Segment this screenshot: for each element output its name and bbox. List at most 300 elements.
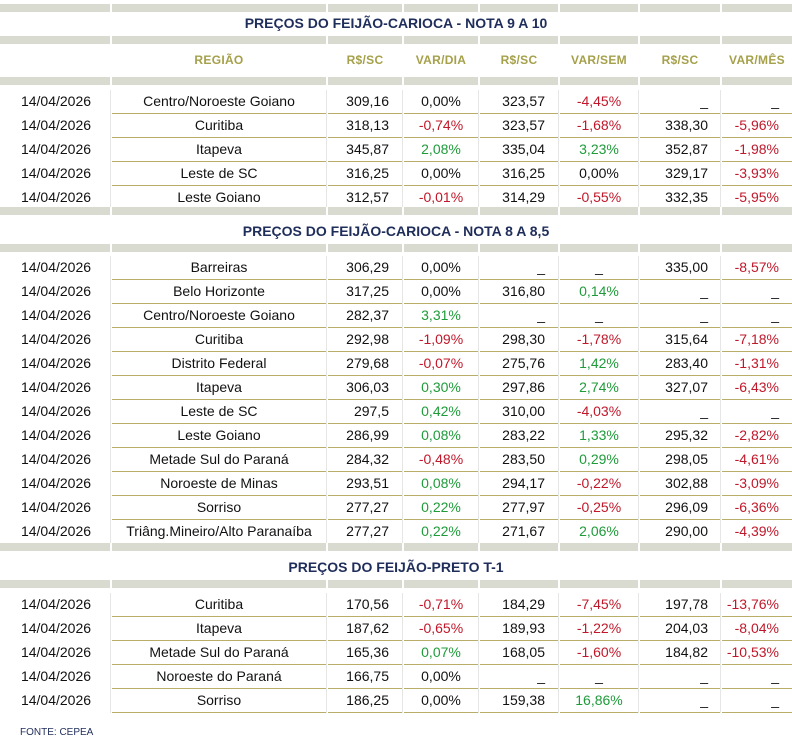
cell-value: _: [771, 283, 779, 299]
row-price-week: [480, 90, 558, 113]
row-price-week: [480, 424, 558, 447]
cell-underline: [722, 712, 792, 713]
row-var-month: [722, 162, 792, 185]
section-title: PREÇOS DO FEIJÃO-PRETO T-1: [288, 559, 504, 575]
cell-divider: [326, 376, 327, 400]
cell-divider: [638, 328, 639, 352]
cell-divider: [720, 617, 721, 641]
cell-divider: [638, 90, 639, 114]
cell-value: 271,67: [502, 523, 545, 539]
table-row: [0, 280, 792, 304]
cell-divider: [638, 617, 639, 641]
cell-divider: [402, 376, 403, 400]
table-row: [0, 352, 792, 376]
cell-value: -7,18%: [734, 331, 779, 347]
row-date: 14/04/2026: [20, 427, 92, 443]
cell-divider: [558, 114, 559, 138]
row-price-month: [640, 352, 720, 375]
cell-divider: [720, 256, 721, 280]
row-var-month: [722, 689, 792, 712]
cell-divider: [402, 617, 403, 641]
cell-value: 159,38: [502, 692, 545, 708]
cell-divider: [638, 114, 639, 138]
cell-underline: [480, 712, 558, 713]
cell-divider: [478, 472, 479, 496]
cell-value: 184,29: [502, 596, 545, 612]
cell-value: 306,29: [346, 259, 389, 275]
cell-divider: [478, 352, 479, 376]
cell-divider: [110, 472, 111, 496]
cell-value: 298,30: [502, 331, 545, 347]
row-region: Leste Goiano: [177, 427, 261, 443]
cell-divider: [110, 352, 111, 376]
row-var-month: [722, 256, 792, 279]
row-price-week: [480, 280, 558, 303]
row-region: Metade Sul do Paraná: [149, 451, 289, 467]
row-region: Belo Horizonte: [173, 283, 265, 299]
row-var-week: -4,45%: [576, 93, 622, 109]
cell-underline: [640, 712, 720, 713]
cell-value: 294,17: [502, 475, 545, 491]
row-date: 14/04/2026: [20, 355, 92, 371]
cell-value: 283,22: [502, 427, 545, 443]
cell-value: -6,36%: [734, 499, 779, 515]
section-title: PREÇOS DO FEIJÃO-CARIOCA - NOTA 8 A 8,5: [242, 223, 550, 239]
row-price-day: [328, 641, 402, 664]
table-row: [0, 520, 792, 544]
cell-value: -1,98%: [734, 141, 779, 157]
cell-value: 184,82: [665, 644, 708, 660]
cell-value: 165,36: [346, 644, 389, 660]
cell-divider: [720, 665, 721, 689]
row-price-month: [640, 328, 720, 351]
cell-divider: [110, 448, 111, 472]
row-price-day: [328, 376, 402, 399]
row-var-week: -1,60%: [576, 644, 622, 660]
cell-divider: [402, 280, 403, 304]
cell-divider: [478, 304, 479, 328]
row-price-day: [328, 496, 402, 519]
cell-divider: [110, 328, 111, 352]
cell-divider: [720, 90, 721, 114]
cell-underline: [404, 712, 478, 713]
cell-divider: [326, 352, 327, 376]
cell-value: 168,05: [502, 644, 545, 660]
row-var-day: 0,00%: [421, 93, 461, 109]
section-header-bar: [0, 77, 792, 85]
row-var-day: -0,01%: [418, 189, 464, 205]
row-var-day: 0,08%: [421, 475, 461, 491]
row-date: 14/04/2026: [20, 403, 92, 419]
cell-value: 189,93: [502, 620, 545, 636]
cell-divider: [402, 424, 403, 448]
cell-value: -3,09%: [734, 475, 779, 491]
cell-divider: [326, 138, 327, 162]
cell-divider: [402, 689, 403, 713]
cell-divider: [558, 138, 559, 162]
row-date: 14/04/2026: [20, 189, 92, 205]
table-row: [0, 665, 792, 689]
cell-divider: [720, 376, 721, 400]
source-note: FONTE: CEPEA: [20, 727, 94, 738]
cell-value: 329,17: [665, 165, 708, 181]
cell-divider: [478, 280, 479, 304]
cell-divider: [478, 665, 479, 689]
row-price-day: [328, 90, 402, 113]
row-var-week: -1,68%: [576, 117, 622, 133]
row-price-day: [328, 186, 402, 209]
cell-divider: [720, 496, 721, 520]
row-var-day: 0,22%: [421, 499, 461, 515]
row-price-day: [328, 304, 402, 327]
row-region: Itapeva: [196, 620, 242, 636]
row-var-week: 0,29%: [579, 451, 619, 467]
cell-divider: [478, 448, 479, 472]
cell-value: -4,61%: [734, 451, 779, 467]
row-price-week: [480, 448, 558, 471]
row-price-day: [328, 256, 402, 279]
row-price-month: [640, 90, 720, 113]
row-price-week: [480, 520, 558, 543]
cell-divider: [110, 162, 111, 186]
row-region: Curitiba: [194, 331, 244, 347]
row-var-day: 0,30%: [421, 379, 461, 395]
cell-divider: [326, 617, 327, 641]
row-price-week: [480, 114, 558, 137]
row-price-week: [480, 304, 558, 327]
section-header-bar: [0, 580, 792, 588]
row-region: Curitiba: [194, 117, 244, 133]
cell-divider: [638, 162, 639, 186]
cell-divider: [720, 472, 721, 496]
cell-divider: [558, 665, 559, 689]
row-var-month: [722, 448, 792, 471]
row-var-month: [722, 304, 792, 327]
cell-divider: [558, 641, 559, 665]
row-var-week: -0,22%: [576, 475, 622, 491]
cell-divider: [402, 328, 403, 352]
cell-value: -1,31%: [734, 355, 779, 371]
cell-divider: [326, 280, 327, 304]
cell-divider: [720, 352, 721, 376]
row-price-week: [480, 641, 558, 664]
row-date: 14/04/2026: [20, 165, 92, 181]
cell-divider: [326, 593, 327, 617]
cell-divider: [478, 138, 479, 162]
cell-value: _: [771, 692, 779, 708]
cell-value: _: [700, 283, 708, 299]
row-price-month: [640, 665, 720, 688]
column-header-rs-sc-1: R$/SC: [346, 53, 384, 67]
row-date: 14/04/2026: [20, 307, 92, 323]
cell-value: 293,51: [346, 475, 389, 491]
row-var-day: 0,00%: [421, 283, 461, 299]
row-price-month: [640, 641, 720, 664]
cell-divider: [110, 689, 111, 713]
row-date: 14/04/2026: [20, 692, 92, 708]
cell-value: 295,32: [665, 427, 708, 443]
row-var-month: [722, 186, 792, 209]
row-price-day: [328, 689, 402, 712]
cell-divider: [110, 665, 111, 689]
cell-divider: [326, 90, 327, 114]
row-region: Noroeste do Paraná: [156, 668, 282, 684]
section-end-bar: [0, 207, 792, 215]
row-var-month: [722, 400, 792, 423]
cell-divider: [558, 328, 559, 352]
row-region: Noroeste de Minas: [160, 475, 278, 491]
cell-value: 352,87: [665, 141, 708, 157]
cell-value: 316,80: [502, 283, 545, 299]
cell-divider: [720, 114, 721, 138]
row-date: 14/04/2026: [20, 331, 92, 347]
cell-value: -8,57%: [734, 259, 779, 275]
table-row: [0, 448, 792, 472]
row-price-week: [480, 665, 558, 688]
cell-divider: [326, 114, 327, 138]
cell-divider: [720, 328, 721, 352]
cell-value: 332,35: [665, 189, 708, 205]
row-region: Sorriso: [196, 499, 242, 515]
cell-divider: [326, 304, 327, 328]
cell-divider: [402, 520, 403, 544]
cell-value: 345,87: [346, 141, 389, 157]
row-var-day: 2,08%: [421, 141, 461, 157]
cell-value: 317,25: [346, 283, 389, 299]
row-var-day: -0,48%: [418, 451, 464, 467]
row-date: 14/04/2026: [20, 499, 92, 515]
table-row: [0, 641, 792, 665]
row-price-month: [640, 138, 720, 161]
cell-divider: [638, 352, 639, 376]
cell-divider: [402, 256, 403, 280]
cell-divider: [558, 280, 559, 304]
row-var-month: [722, 352, 792, 375]
row-var-day: -0,65%: [418, 620, 464, 636]
cell-divider: [720, 162, 721, 186]
cell-divider: [558, 352, 559, 376]
cell-divider: [478, 114, 479, 138]
row-var-week: 16,86%: [575, 692, 623, 708]
row-region: Leste Goiano: [177, 189, 261, 205]
cell-divider: [110, 641, 111, 665]
row-region: Centro/Noroeste Goiano: [143, 307, 295, 323]
cell-divider: [478, 162, 479, 186]
cell-value: 316,25: [502, 165, 545, 181]
row-price-month: [640, 424, 720, 447]
cell-value: 282,37: [346, 307, 389, 323]
row-var-day: -1,09%: [418, 331, 464, 347]
row-var-month: [722, 665, 792, 688]
cell-value: _: [537, 668, 545, 684]
table-row: [0, 162, 792, 186]
row-var-day: 0,00%: [421, 692, 461, 708]
row-price-week: [480, 496, 558, 519]
cell-divider: [638, 280, 639, 304]
cell-divider: [478, 689, 479, 713]
cell-value: -4,39%: [734, 523, 779, 539]
column-header-var-sem: VAR/SEM: [571, 53, 627, 67]
cell-value: -13,76%: [726, 596, 779, 612]
row-var-week: -1,22%: [576, 620, 622, 636]
cell-value: _: [700, 403, 708, 419]
cell-divider: [110, 280, 111, 304]
column-header-var-mes: VAR/MÊS: [729, 53, 785, 67]
cell-value: 197,78: [665, 596, 708, 612]
cell-underline: [328, 712, 402, 713]
cell-divider: [326, 665, 327, 689]
row-var-week: 0,14%: [579, 283, 619, 299]
row-region: Itapeva: [196, 141, 242, 157]
column-header-row: [0, 45, 792, 75]
row-var-day: 0,42%: [421, 403, 461, 419]
row-var-day: -0,74%: [418, 117, 464, 133]
row-var-week: -0,55%: [576, 189, 622, 205]
row-var-month: [722, 617, 792, 640]
row-region: Leste de SC: [180, 165, 258, 181]
cell-divider: [402, 162, 403, 186]
cell-divider: [110, 520, 111, 544]
cell-divider: [402, 593, 403, 617]
cell-divider: [326, 256, 327, 280]
cell-value: -3,93%: [734, 165, 779, 181]
cell-value: 310,00: [502, 403, 545, 419]
cell-value: _: [537, 307, 545, 323]
cell-value: 279,68: [346, 355, 389, 371]
cell-divider: [402, 352, 403, 376]
row-price-day: [328, 138, 402, 161]
cell-divider: [326, 400, 327, 424]
cell-value: _: [537, 259, 545, 275]
table-row: [0, 496, 792, 520]
cell-value: _: [771, 668, 779, 684]
table-row: [0, 90, 792, 114]
cell-divider: [110, 400, 111, 424]
row-var-day: 0,00%: [421, 668, 461, 684]
cell-divider: [110, 424, 111, 448]
row-date: 14/04/2026: [20, 141, 92, 157]
row-region: Leste de SC: [180, 403, 258, 419]
cell-divider: [558, 256, 559, 280]
cell-divider: [478, 400, 479, 424]
cell-divider: [558, 520, 559, 544]
cell-divider: [638, 496, 639, 520]
row-price-day: [328, 472, 402, 495]
column-header-var-dia: VAR/DIA: [415, 53, 467, 67]
row-price-week: [480, 138, 558, 161]
cell-divider: [402, 400, 403, 424]
row-var-week: 1,33%: [579, 427, 619, 443]
section-title: PREÇOS DO FEIJÃO-CARIOCA - NOTA 9 A 10: [244, 15, 548, 31]
row-region: Sorriso: [196, 692, 242, 708]
cell-divider: [110, 304, 111, 328]
cell-divider: [110, 496, 111, 520]
header-bar: [0, 36, 792, 44]
column-header-regiao: REGIÃO: [194, 53, 244, 67]
row-price-day: [328, 520, 402, 543]
row-var-day: -0,71%: [418, 596, 464, 612]
row-price-week: [480, 593, 558, 616]
row-price-week: [480, 352, 558, 375]
row-price-day: [328, 448, 402, 471]
table-row: [0, 114, 792, 138]
cell-divider: [478, 90, 479, 114]
cell-divider: [638, 304, 639, 328]
row-var-day: 0,07%: [421, 644, 461, 660]
cell-divider: [402, 665, 403, 689]
cell-divider: [558, 376, 559, 400]
table-row: [0, 328, 792, 352]
cell-divider: [110, 376, 111, 400]
cell-divider: [638, 665, 639, 689]
cell-value: 296,09: [665, 499, 708, 515]
cell-value: 297,86: [502, 379, 545, 395]
row-var-month: [722, 90, 792, 113]
cell-divider: [478, 496, 479, 520]
row-price-month: [640, 520, 720, 543]
cell-value: 297,5: [353, 403, 389, 419]
cell-value: 166,75: [346, 668, 389, 684]
column-header-rs-sc-2: R$/SC: [500, 53, 538, 67]
row-price-month: [640, 689, 720, 712]
cell-value: 327,07: [665, 379, 708, 395]
row-var-month: [722, 138, 792, 161]
row-date: 14/04/2026: [20, 620, 92, 636]
cell-value: 204,03: [665, 620, 708, 636]
row-var-week: -7,45%: [576, 596, 622, 612]
cell-divider: [720, 448, 721, 472]
row-var-day: 0,22%: [421, 523, 461, 539]
row-price-month: [640, 593, 720, 616]
row-date: 14/04/2026: [20, 668, 92, 684]
row-price-month: [640, 114, 720, 137]
row-var-week: -0,25%: [576, 499, 622, 515]
cell-divider: [558, 400, 559, 424]
row-region: Barreiras: [190, 259, 248, 275]
cell-divider: [720, 304, 721, 328]
row-var-month: [722, 472, 792, 495]
cell-divider: [326, 162, 327, 186]
cell-value: 309,16: [346, 93, 389, 109]
cell-divider: [558, 448, 559, 472]
cell-divider: [402, 138, 403, 162]
cell-value: -2,82%: [734, 427, 779, 443]
row-price-week: [480, 472, 558, 495]
cell-divider: [478, 617, 479, 641]
cell-divider: [110, 617, 111, 641]
cell-divider: [110, 593, 111, 617]
cell-divider: [638, 424, 639, 448]
cell-value: 314,29: [502, 189, 545, 205]
section-header-bar: [0, 244, 792, 252]
cell-divider: [326, 689, 327, 713]
cell-value: _: [700, 307, 708, 323]
cell-value: -5,95%: [734, 189, 779, 205]
row-region: Centro/Noroeste Goiano: [143, 93, 295, 109]
row-var-month: [722, 520, 792, 543]
row-date: 14/04/2026: [20, 596, 92, 612]
cell-divider: [110, 90, 111, 114]
cell-divider: [110, 256, 111, 280]
table-row: [0, 689, 792, 713]
cell-divider: [720, 689, 721, 713]
row-price-week: [480, 617, 558, 640]
row-price-day: [328, 617, 402, 640]
row-var-week: _: [595, 668, 603, 684]
cell-value: _: [700, 93, 708, 109]
row-price-month: [640, 617, 720, 640]
row-var-day: 0,00%: [421, 259, 461, 275]
